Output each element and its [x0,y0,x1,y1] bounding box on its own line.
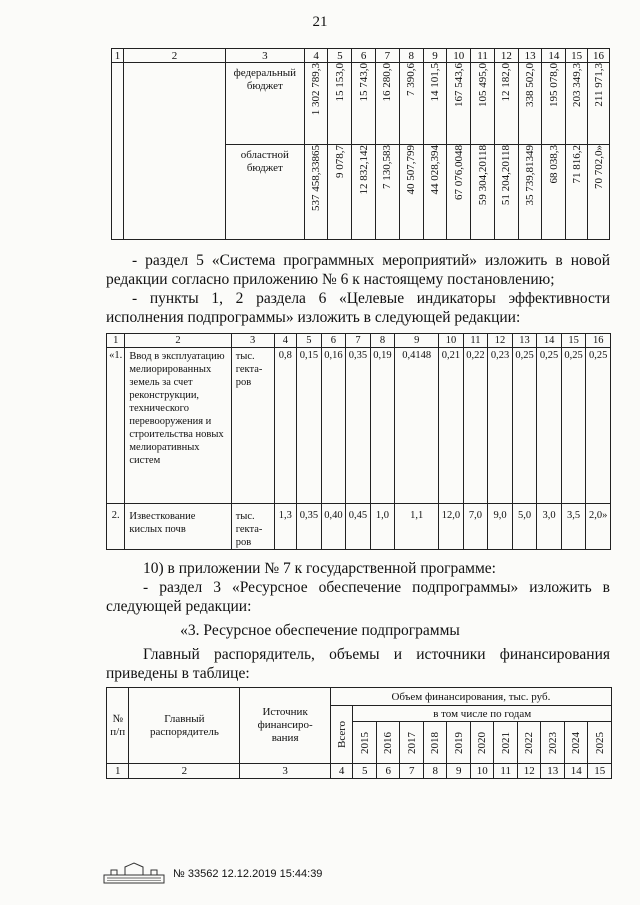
paragraph: - раздел 3 «Ресурсное обеспечение подпрограммы» изложить в [143,579,610,596]
paragraph: редакции согласно приложению № 6 к настоящему постановлению; [106,271,555,288]
paragraph: исполнения подпрограммы» изложить в следующей редакции: [106,309,521,326]
paragraph: следующей редакции: [106,598,252,615]
table-header-row: № п/п Главный распорядитель Источник финансиро-вания Объем финансирования, тыс. руб. [107,688,612,706]
resource-table: № п/п Главный распорядитель Источник финансиро-вания Объем финансирования, тыс. руб. Всего в том числе по годам 2015 2016 2017 2018 2019 2020 2021 2022 2023 2024 2025 1 2 3 4 5 6 7 8 9 10 11 12 13 14 15 [106,687,612,779]
paragraph: 10) в приложении № 7 к государственной программе: [143,560,496,577]
document-stamp: № 33562 12.12.2019 15:44:39 [173,868,323,880]
paragraph: Главный распорядитель, объемы и источники финансирования [143,646,610,663]
page-number: 21 [312,14,328,30]
table-row: областной бюджет 537 458,33865 9 078,7 12 832,142 7 130,583 40 507,799 44 028,394 67 076,0048 59 304,20118 51 204,20118 35 739,81349 68 038,3 71 816,2 70 702,0» [112,145,610,240]
paragraph: приведены в таблице: [106,665,250,682]
table-row: 2. Известкование кислых почв тыс. гекта-ров 1,3 0,35 0,40 0,45 1,0 1,1 12,0 7,0 9,0 5,0 3,0 3,5 2,0» [107,504,611,550]
table-row: «1. Ввод в эксплуатацию мелиорированных земель за счет реконструкции, технического перевооружения и строительства новых мелиоративных систем тыс. гекта-ров 0,8 0,15 0,16 0,35 0,19 0,4148 0,21 0,22 0,23 0,25 0,25 0,25 0,25 [107,348,611,504]
table-header-row: 1 2 3 4 5 6 7 8 9 10 11 12 13 14 15 16 [107,334,611,348]
table-header-row: 1 2 3 4 5 6 7 8 9 10 11 12 13 14 15 16 [112,49,610,63]
table-row: 1 2 3 4 5 6 7 8 9 10 11 12 13 14 15 [107,764,612,779]
budget-table [111,48,610,240]
paragraph: - пункты 1, 2 раздела 6 «Целевые индикаторы эффективности [132,290,610,307]
table-row: федеральный бюджет 1 302 789,3 15 153,0 15 743,0 16 280,0 7 390,6 14 101,5 167 543,6 105 495,0 12 182,0 338 502,0 195 078,0 203 349,3 211 971,3 [112,63,610,145]
government-seal-icon [103,862,165,884]
indicators-table [106,333,611,550]
section-heading: «3. Ресурсное обеспечение подпрограммы [180,622,460,639]
paragraph: - раздел 5 «Система программных мероприятий» изложить в новой [132,252,610,269]
